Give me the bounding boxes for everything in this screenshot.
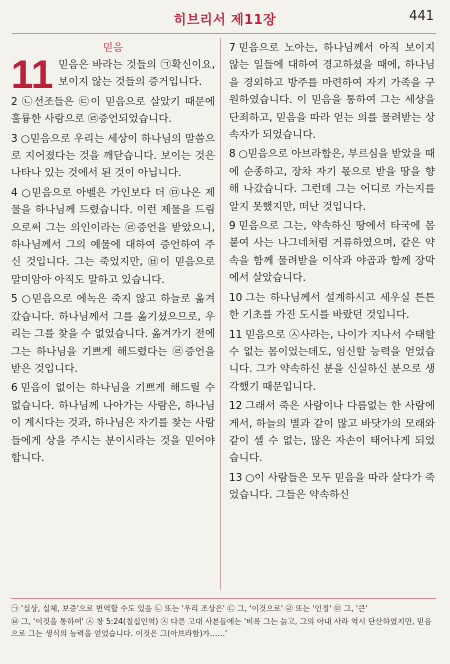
- verse-7: [229, 40, 435, 144]
- footnote-line: ㉠ '실상, 실체, 보증'으로 번역할 수도 있음 ㉡ 또는 '우리 조상은' ㉢ 그, '이것으로' ㉣ 또는 '인정' ㉤ 그, '큰': [11, 604, 368, 613]
- verse-6: [11, 380, 215, 467]
- verse-text: ○믿음으로 아브라함은, 부르심을 받았을 때에 순종하고, 장차 자기 몫으로 받을 땅을 향해 나갔습니다. 그런데 그는 어디로 가는지를 알지 못했지만, 떠난 것입니다.: [229, 148, 435, 213]
- verse-text: 믿음이 없이는 하나님을 기쁘게 해드릴 수 없습니다. 하나님께 나아가는 사람은, 하나님이 계시다는 것과, 하나님은 자기를 찾는 사람들에게 상을 주시는 분이시라는 것을 믿어야 합니다.: [11, 382, 215, 464]
- header-rule: [12, 33, 436, 34]
- verse-text: 그는 하나님께서 설계하시고 세우실 튼튼한 기초를 가진 도시를 바랐던 것입니다.: [229, 291, 435, 322]
- verse-number: 3: [11, 132, 18, 145]
- page-header: [0, 0, 450, 34]
- verse-number: 11: [229, 328, 243, 341]
- verse-number: 9: [229, 220, 236, 233]
- footnote-line: ㉥ 그, '이것을 통하여' ㉦ 창 5:24(칠십인역) ㉦ 다른 고대 사본들에는 '비록 그는 늙고, 그의 아내 사라 역시 단산하였지만, 믿음으로 그는 생식의 능력을 얻었습니다. 이것은 그(아브라함)가……': [11, 616, 432, 639]
- verse-text: 믿음으로 노아는, 하나님께서 아직 보이지 않는 일들에 대하여 경고하셨을 때에, 하나님을 경외하고 방주를 마련하여 자기 가족을 구원하였습니다. 이 믿음을 통하여 그는 세상을 단죄하고, 믿음을 따라 얻는 의를 물려받는 상속자가 되었습니다.: [229, 42, 435, 142]
- verse-12: [229, 398, 435, 468]
- verse-number: 5: [11, 293, 18, 306]
- page-number: 441: [409, 9, 434, 24]
- verse-text: 믿음은 바라는 것들의 ㉠확신이요, 보이지 않는 것들의 증거입니다.: [58, 59, 215, 89]
- verse-13: [229, 470, 435, 505]
- verse-text: ㉡선조들은 ㉢이 믿음으로 살았기 때문에 훌륭한 사람으로 ㉣증언되었습니다.: [11, 95, 215, 126]
- section-heading: 믿음: [102, 42, 124, 54]
- verse-number: 8: [229, 148, 236, 161]
- book-chapter-title: 히브리서 제11장: [173, 13, 277, 28]
- verse-number: 7: [229, 42, 236, 54]
- verse-5: [11, 291, 215, 378]
- verse-text: 믿음으로 ㉦사라는, 나이가 지나서 수태할 수 없는 몸이었는데도, 임신할 능력을 얻었습니다. 그가 약속하신 분을 신실하신 분으로 생각했기 때문입니다.: [229, 328, 435, 393]
- verse-number: 2: [11, 95, 18, 108]
- verse-text: ○믿음으로 에녹은 죽지 않고 하늘로 옮겨갔습니다. 하나님께서 그를 옮기셨으므로, 우리는 그를 찾을 수 없었습니다. 옮겨가기 전에 그는 하나님을 기쁘게 해드렸다는 ㉣증언을 받은 것입니다.: [11, 293, 215, 375]
- verse-11: [229, 327, 435, 397]
- verse-number: 6: [11, 382, 18, 395]
- verse-10: [229, 290, 435, 325]
- verse-number: 13: [229, 471, 243, 484]
- verse-text: 그래서 죽은 사람이나 다름없는 한 사람에게서, 하늘의 별과 같이 많고 바닷가의 모래와 같이 셀 수 없는, 많은 자손이 태어나게 되었습니다.: [229, 400, 435, 465]
- verse-number: 10: [229, 291, 243, 304]
- verse-number: 4: [11, 186, 18, 199]
- footnotes: [11, 598, 436, 641]
- right-column: [229, 40, 435, 507]
- verse-1: [11, 53, 215, 97]
- verse-4: [11, 185, 215, 289]
- verse-2: [11, 94, 215, 129]
- column-divider: [220, 38, 221, 590]
- verse-3: [11, 131, 215, 183]
- verse-8: [229, 146, 435, 216]
- verse-text: 믿음으로 그는, 약속하신 땅에서 타국에 몸 붙여 사는 나그네처럼 거류하였으며, 같은 약속을 함께 물려받을 이삭과 야곱과 함께 장막에서 살았습니다.: [229, 220, 435, 285]
- chapter-number: 11: [11, 53, 54, 97]
- verse-text: ○이 사람들은 모두 믿음을 따라 살다가 죽었습니다. 그들은 약속하신: [229, 471, 435, 502]
- verse-number: 12: [229, 400, 243, 413]
- verse-text: ○믿음으로 아벨은 가인보다 더 ㉤나은 제물을 하나님께 드렸습니다. 이런 제물을 드림으로써 그는 의인이라는 ㉣증언을 받았으니, 하나님께서 그의 예물에 대하여 증언하여 주신 것입니다. 그는 죽었지만, ㉥이 믿음으로 말미암아 아직도 말하고 있습니다.: [11, 186, 215, 286]
- verse-text: ○믿음으로 우리는 세상이 하나님의 말씀으로 지어졌다는 것을 깨닫습니다. 보이는 것은 나타나 있는 것에서 된 것이 아닙니다.: [11, 132, 215, 180]
- left-column: [11, 40, 215, 469]
- verse-9: [229, 218, 435, 288]
